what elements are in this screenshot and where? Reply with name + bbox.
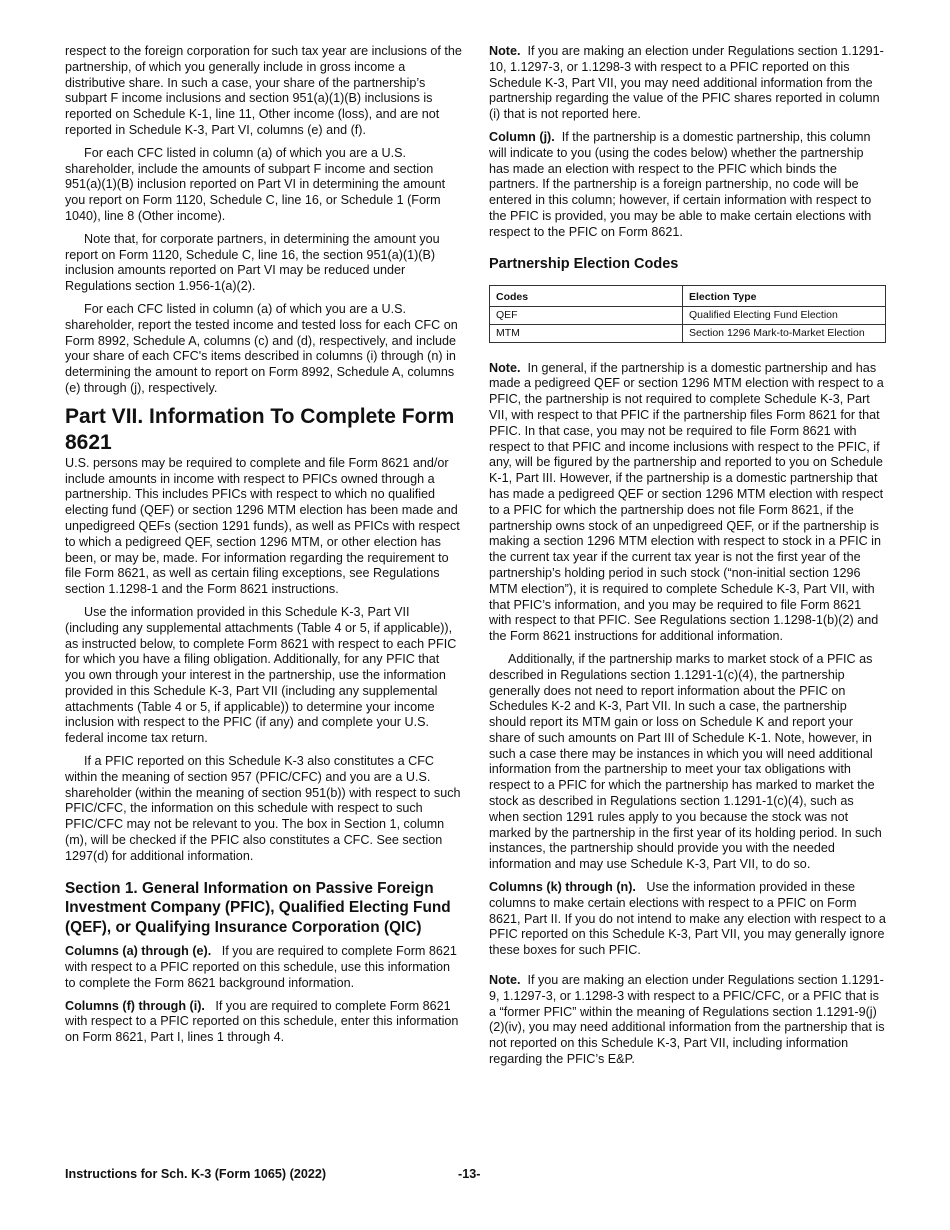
paragraph-text: If you are required to complete Form 8621 with respect to a PFIC reported on this schedule, enter this information on Form 8621, Part I, lines 1 through 4. <box>65 998 459 1045</box>
section-1-heading: Section 1. General Information on Passive Foreign Investment Company (PFIC), Qualified Electing Fund (QEF), or Qualifying Insurance Corporation (QIC) <box>65 879 451 936</box>
left-column <box>65 44 462 1053</box>
paragraph: Note that, for corporate partners, in determining the amount you report on Form 1120, Schedule C, line 16, the section 951(a)(1)(B) inclusion amounts reported on Part VI may be reduced under Regulations section 1.956-1(a)(2). <box>65 231 440 294</box>
table-header: Election Type <box>683 285 886 306</box>
paragraph: respect to the foreign corporation for such tax year are inclusions of the partnership, of which you generally include in gross income a distributive share. In such a case, your share of the partnership’s subpart F income inclusions and section 951(a)(1)(B) inclusions is reported on Schedule K-1, line 11, Other income (loss), and are not reported in Schedule K-3, Part VI, columns (e) and (f). <box>65 44 462 137</box>
table-row <box>490 306 886 324</box>
paragraph-text: If you are required to complete Form 8621 with respect to a PFIC reported on this schedule, use this information to complete the Form 8621 background information. <box>65 944 457 990</box>
table-cell: QEF <box>490 306 683 324</box>
election-codes-table <box>489 285 886 343</box>
table-cell: Qualified Electing Fund Election <box>683 306 886 324</box>
paragraph-columns-k-n <box>489 880 886 959</box>
note-paragraph <box>489 973 886 1068</box>
lead-in: Columns (f) through (i). <box>65 998 205 1013</box>
lead-in: Columns (k) through (n). <box>489 880 636 895</box>
paragraph: Additionally, if the partnership marks to market stock of a PFIC as described in Regulations section 1.1291-1(c)(4), the partnership generally does not need to report information about the PFIC on Schedules K-2 and K-3, Part VII. In such a case, the partnership should report its MTM gain or loss on Schedule K and report your share of such amounts on Part III of Schedule K-1. Note, however, in such a case there may be instances in which you will need additional information from the partnership to meet your tax obligations with respect to a PFIC for which the partnership has marked to market the stock as described in Regulations section 1.1291-1(c)(4), such as when section 1291 rules apply to you because the stock was not marked by the partnership in the first year of its holding period. In such instances, the partnership should provide you with the needed information and may use Schedule K-3, Part VII, to do so. <box>489 651 882 872</box>
paragraph-text: If the partnership is a domestic partnership, this column will indicate to you (using the codes below) whether the partnership has made an election with respect to the PFIC which binds the partners. If the partnership is a foreign partnership, no code will be entered in this column; however, if certain information with respect to the PFIC is provided, you may be able to make certain elections with respect to the PFIC on Form 8621. <box>489 129 872 239</box>
footer-title: Instructions for Sch. K-3 (Form 1065) (2022) <box>65 1167 327 1181</box>
table-header-row <box>490 285 886 306</box>
paragraph-text: In general, if the partnership is a domestic partnership and has made a pedigreed QEF or section 1296 MTM election with respect to a PFIC, the partnership is not required to complete Schedule K-3, Part VII, with respect to that PFIC if the partnership files Form 8621 for that PFIC. In that case, you may not be required to file Form 8621 with respect to that PFIC and income inclusions with respect to the PFIC, if any, will be figured by the partnership and reported to you on Schedule K-1, Part III. However, if the partnership is a domestic partnership that has made a pedigreed QEF or section 1296 MTM election with respect to a PFIC for which the partnership does not file Form 8621, if the partnership owns stock of an unpedigreed QEF, or if the partnership is making a section 1296 MTM election with respect to stock in a PFIC in the current tax year if the current tax year is not the first year of the partnership’s holding period in such stock (“non-initial section 1296 MTM election”), it is required to complete Schedule K-3, Part VII, with that PFIC’s information, and you may be required to file Form 8621 with respect to that PFIC. See Regulations section 1.1298-1(b)(2) and the Form 8621 instructions for additional information. <box>489 360 884 644</box>
table-cell: MTM <box>490 324 683 342</box>
election-codes-heading: Partnership Election Codes <box>489 255 679 272</box>
table-header: Codes <box>490 285 683 306</box>
lead-in: Note. <box>489 973 521 988</box>
lead-in: Note. <box>489 360 521 375</box>
paragraph-text: Use the information provided in these columns to make certain elections with respect to a PFIC on Form 8621, Part II. If you do not intend to make any election with respect to a PFIC reported on this Schedule K-3, Part VII, you may generally ignore these boxes for such PFIC. <box>489 880 886 958</box>
part-vii-heading: Part VII. Information To Complete Form 8621 <box>65 404 455 454</box>
table-cell: Section 1296 Mark-to-Market Election <box>683 324 886 342</box>
page-number: -13- <box>458 1167 481 1181</box>
paragraph: For each CFC listed in column (a) of which you are a U.S. shareholder, report the tested income and tested loss for each CFC on Form 8992, Schedule A, columns (c) and (d), respectively, and include your share of each CFC's items described in columns (i) through (n) in determining the amount to report on Form 8992, Schedule A, columns (e) through (j), respectively. <box>65 301 458 395</box>
paragraph: Use the information provided in this Schedule K-3, Part VII (including any supplemental attachments (Table 4 or 5, if applicable)), as instructed below, to complete Form 8621 with respect to each PFIC for which you have a filing obligation. Additionally, for any PFIC that you own through your interest in the partnership, use the information provided in this Schedule K-3, Part VII (including any supplemental attachments (Table 4 or 5, if applicable)) to determine your income inclusion with respect to the PFIC (if any) and complete your U.S. federal income tax return. <box>65 604 457 746</box>
note-paragraph <box>489 361 886 645</box>
lead-in: Column (j). <box>489 129 555 144</box>
paragraph: For each CFC listed in column (a) of which you are a U.S. shareholder, include the amounts of subpart F income and section 951(a)(1)(B) inclusion reported on Part VI in determining the amount you report on Form 1120, Schedule C, line 16, or Schedule 1 (Form 1040), line 8 (Other income). <box>65 145 446 223</box>
paragraph: U.S. persons may be required to complete and file Form 8621 and/or include amounts in income with respect to PFICs owned through a partnership. This includes PFICs with respect to which no qualified electing fund (QEF) or section 1296 MTM election has been made and unpedigreed QEFs (section 1291 funds), as well as PFICs with respect to which a pedigreed QEF, section 1296 MTM, or other election has been, or may be, made. For information regarding the requirement to file Form 8621, as well as certain filing exceptions, see Regulations section 1.1298-1 and the Form 8621 instructions. <box>65 455 460 597</box>
paragraph-column-j <box>489 130 886 241</box>
right-column <box>489 44 886 1075</box>
paragraph-columns-f-i <box>65 999 462 1046</box>
lead-in: Columns (a) through (e). <box>65 944 212 959</box>
paragraph: If a PFIC reported on this Schedule K-3 also constitutes a CFC within the meaning of section 957 (PFIC/CFC) and you are a U.S. shareholder (within the meaning of section 951(b)) with respect to such PFIC/CFC, the information on this schedule with respect to such PFIC/CFC may not be relevant to you. The box in Section 1, column (m), will be checked if the PFIC also constitutes a CFC. See section 1297(d) for additional information. <box>65 754 461 863</box>
table-row <box>490 324 886 342</box>
note-paragraph <box>489 44 886 123</box>
paragraph-text: If you are making an election under Regulations section 1.1291-10, 1.1297-3, or 1.1298-3 with respect to a PFIC reported on this Schedule K-3, Part VII, you may need additional information from the partnership regarding the value of the PFIC shares reported in column (i) that is not reported here. <box>489 44 884 122</box>
paragraph-text: If you are making an election under Regulations section 1.1291-9, 1.1297-3, or 1.1298-3 with respect to a PFIC/CFC, or a PFIC that is a “former PFIC” within the meaning of Regulations section 1.1291-9(j)(2)(iv), you may need additional information from the partnership that is not reported on this Schedule K-3, Part VII, including information regarding the PFIC’s E&P. <box>489 973 885 1067</box>
paragraph-columns-a-e <box>65 944 462 991</box>
lead-in: Note. <box>489 44 521 58</box>
